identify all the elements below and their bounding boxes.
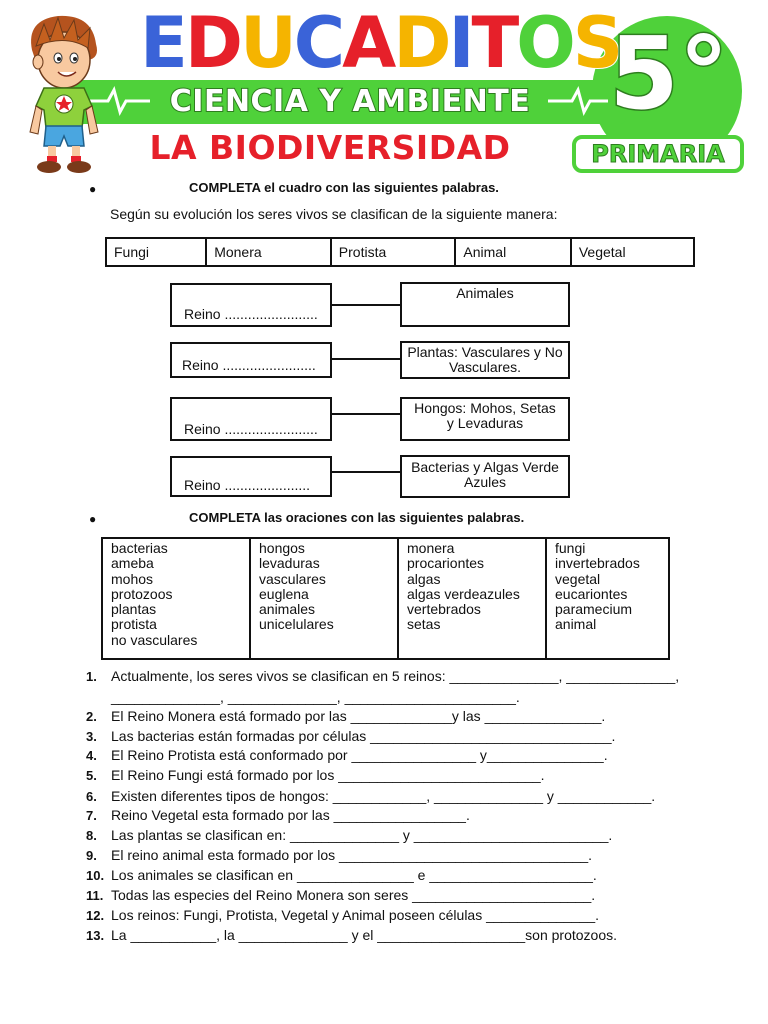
question-text: El reino animal esta formado por los ________________________________. (111, 847, 593, 863)
question-number: 3. (86, 729, 97, 744)
question-text: El Reino Fungi está formado por los __________________________. (111, 767, 545, 783)
question-number: 1. (86, 669, 97, 684)
word-bank-item: animal (555, 616, 597, 633)
word-bank-item: animales (259, 601, 316, 618)
word-bank-item: no vasculares (111, 631, 198, 648)
word-cell: Monera (206, 238, 331, 266)
question-number: 8. (86, 828, 97, 843)
question-text: El Reino Protista está conformado por ________________ y_______________. (111, 747, 608, 763)
question-item[interactable] (86, 825, 726, 846)
kingdom-description: Plantas: Vasculares y No Vasculares. (400, 341, 570, 379)
brand-letter: T (471, 2, 517, 84)
section1-instruction: COMPLETA el cuadro con las siguientes palabras. (189, 180, 499, 195)
question-text: Reino Vegetal esta formado por las _________________. (111, 807, 470, 823)
word-bank-item: vertebrados (407, 601, 481, 618)
word-bank-item: vasculares (259, 570, 326, 587)
brand-letter: U (239, 2, 294, 84)
brand-letter: C (293, 2, 343, 84)
connector-line (331, 304, 401, 306)
section2-instruction: COMPLETA las oraciones con las siguientes palabras. (189, 510, 525, 525)
brand-letter: E (140, 2, 185, 84)
question-text: Los animales se clasifican en _______________ e _____________________. (111, 867, 597, 883)
brand-logo (140, 2, 621, 84)
brand-letter: D (184, 2, 240, 84)
word-bank-table (101, 537, 670, 660)
kingdom-label: Reino ........................ (182, 357, 316, 373)
brand-letter: A (342, 2, 394, 84)
question-text: El Reino Monera está formado por las _____________y las _______________. (111, 708, 606, 724)
brand-letter: I (448, 2, 472, 84)
question-number: 5. (86, 768, 97, 783)
word-cell: Animal (455, 238, 570, 266)
topic-title: LA BIODIVERSIDAD (149, 128, 511, 167)
question-number: 7. (86, 808, 97, 823)
question-text: Las bacterias están formadas por células _______________________________. (111, 728, 616, 744)
word-bank-item: vegetal (555, 570, 601, 587)
word-bank-item: procariontes (407, 555, 485, 572)
word-bank-item: plantas (111, 601, 157, 618)
kingdom-description: Hongos: Mohos, Setas y Levaduras (400, 397, 570, 441)
question-number: 2. (86, 709, 97, 724)
word-bank-item: algas (407, 570, 441, 587)
word-bank-item: invertebrados (555, 555, 640, 572)
word-bank-item: euglena (259, 585, 309, 602)
question-text: Existen diferentes tipos de hongos: ____________, ______________ y ____________. (111, 788, 656, 804)
kingdom-answer-box[interactable] (170, 342, 332, 378)
question-item[interactable] (86, 885, 726, 906)
level-label: PRIMARIA (591, 140, 725, 168)
kingdom-label: Reino ........................ (184, 306, 318, 322)
question-item[interactable] (86, 805, 726, 826)
question-text: La ___________, la ______________ y el ___________________son protozoos. (111, 927, 618, 943)
kingdom-description: Animales (400, 282, 570, 327)
brand-letter: S (572, 2, 621, 84)
kingdom-answer-box[interactable] (170, 283, 332, 327)
question-number: 10. (86, 868, 105, 883)
question-item[interactable] (86, 845, 726, 866)
question-text: Todas las especies del Reino Monera son seres _______________________. (111, 887, 596, 903)
word-bank-item: protozoos (111, 585, 173, 602)
question-text: Las plantas se clasifican en: ______________ y _________________________. (111, 827, 613, 843)
question-item[interactable] (86, 666, 726, 707)
question-text: ______________, ______________, ______________________. (111, 689, 520, 705)
question-item[interactable] (86, 925, 726, 946)
kingdom-answer-box[interactable] (170, 456, 332, 497)
kingdom-answer-box[interactable] (170, 397, 332, 441)
word-bank-column (102, 538, 250, 659)
word-bank-column (546, 538, 669, 659)
question-text: Los reinos: Fungi, Protista, Vegetal y Animal poseen células ______________. (111, 907, 599, 923)
word-bank-item: setas (407, 616, 441, 633)
question-number: 13. (86, 928, 105, 943)
bullet-icon: ● (89, 182, 97, 196)
word-bank-column (250, 538, 398, 659)
word-bank-item: mohos (111, 570, 154, 587)
word-cell: Vegetal (571, 238, 694, 266)
question-text: Actualmente, los seres vivos se clasifican en 5 reinos: ______________, ______________, (111, 668, 680, 684)
question-item[interactable] (86, 726, 726, 747)
kingdom-label: Reino ...................... (184, 477, 311, 493)
question-item[interactable] (86, 765, 726, 786)
word-bank-item: hongos (259, 540, 305, 556)
boy-mascot-illustration (22, 10, 104, 175)
word-bank-item: bacterias (111, 540, 168, 556)
connector-line (331, 471, 401, 473)
question-item[interactable] (86, 706, 726, 727)
connector-line (331, 358, 401, 360)
question-item[interactable] (86, 745, 726, 766)
word-bank-item: monera (407, 540, 455, 556)
word-bank-item: eucariontes (555, 585, 628, 602)
word-bank-item: unicelulares (259, 616, 334, 633)
brand-letter: O (516, 2, 573, 84)
word-cell: Protista (331, 238, 456, 266)
kingdom-description: Bacterias y Algas Verde Azules (400, 455, 570, 498)
word-bank-item: algas verdeazules (407, 585, 520, 602)
question-number: 4. (86, 748, 97, 763)
question-number: 11. (86, 888, 104, 903)
connector-line (331, 413, 401, 415)
question-number: 6. (86, 789, 97, 804)
word-bank-column (398, 538, 546, 659)
question-item[interactable] (86, 865, 726, 886)
subject-title: CIENCIA Y AMBIENTE (169, 84, 531, 119)
grade-label: 5° (609, 15, 729, 132)
bullet-icon: ● (89, 512, 97, 526)
kingdom-label: Reino ........................ (184, 421, 318, 437)
question-number: 9. (86, 848, 97, 863)
question-item[interactable] (86, 786, 726, 807)
question-number: 12. (86, 908, 105, 923)
kingdom-word-table (105, 237, 695, 267)
word-bank-item: paramecium (555, 601, 633, 618)
word-cell: Fungi (106, 238, 206, 266)
word-bank-item: ameba (111, 555, 154, 572)
word-bank-item: protista (111, 616, 157, 633)
brand-letter: D (393, 2, 449, 84)
section1-intro: Según su evolución los seres vivos se clasifican de la siguiente manera: (110, 206, 558, 222)
question-item[interactable] (86, 905, 726, 926)
word-bank-item: fungi (555, 540, 586, 556)
word-bank-item: levaduras (259, 555, 320, 572)
